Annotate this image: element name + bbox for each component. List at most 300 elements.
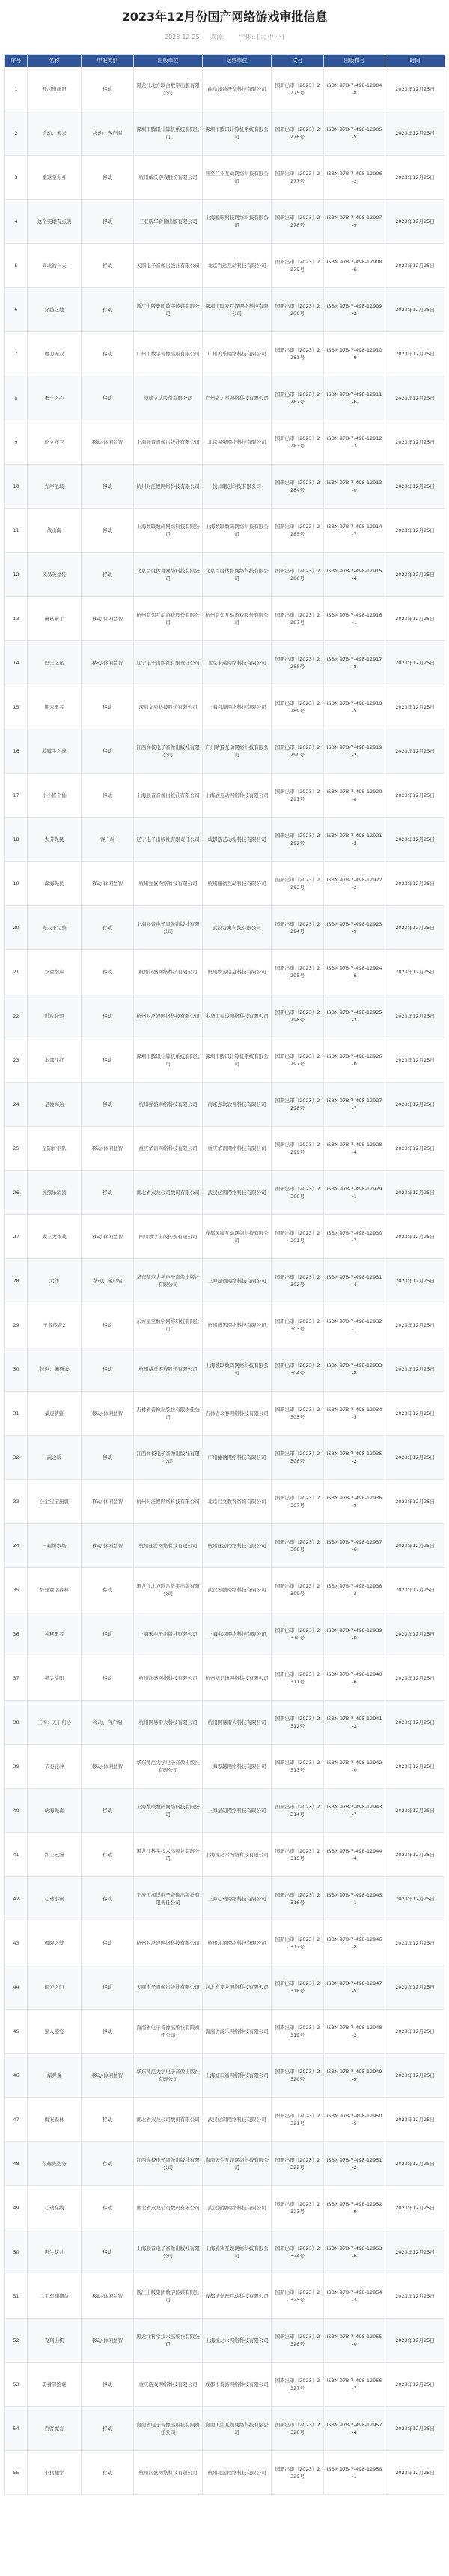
font-large-link[interactable]: 大 — [260, 34, 266, 40]
cell-date: 2023年12月25日 — [385, 685, 445, 729]
cell-category: 移动-休闲益智 — [82, 420, 134, 465]
cell-category: 移动、客户端 — [82, 111, 134, 156]
cell-category: 移动 — [82, 1038, 134, 1083]
column-header-index: 序号 — [5, 55, 28, 67]
cell-date: 2023年12月25日 — [385, 1568, 445, 1612]
cell-category: 移动、客户端 — [82, 1259, 134, 1303]
cell-publisher: 黑龙江科学技术出版社有限公司 — [134, 1833, 203, 1877]
cell-operator: 成都游艺动漫科技有限公司 — [203, 818, 272, 862]
cell-operator: 杭州网易雷火科技有限公司 — [203, 1701, 272, 1745]
cell-category: 移动 — [82, 553, 134, 597]
cell-name: 本部江红 — [28, 1038, 82, 1083]
cell-index: 6 — [5, 288, 28, 332]
table-row — [5, 1965, 445, 2010]
cell-isbn: ISBN 978-7-498-12924-6 — [324, 950, 385, 994]
cell-operator: 上海虹口通网络科技有限公司 — [203, 2054, 272, 2098]
cell-index: 3 — [5, 156, 28, 200]
cell-approval-no: 国新出审〔2023〕2298号 — [272, 1083, 324, 1127]
cell-index: 47 — [5, 2098, 28, 2142]
cell-operator: 深圳市腾讯计算机系统有限公司 — [203, 1038, 272, 1083]
cell-isbn: ISBN 978-7-498-12948-2 — [324, 2010, 385, 2054]
cell-date: 2023年12月25日 — [385, 111, 445, 156]
cell-publisher: 上海展音音像出版社有限公司 — [134, 420, 203, 465]
cell-operator: 海南天生互娱网络科技有限公司 — [203, 2142, 272, 2186]
cell-name: 节奏轮冲 — [28, 1745, 82, 1789]
cell-index: 14 — [5, 641, 28, 685]
table-row — [5, 2098, 445, 2142]
cell-date: 2023年12月25日 — [385, 1038, 445, 1083]
cell-date: 2023年12月25日 — [385, 2319, 445, 2363]
cell-name: 王者传奇2 — [28, 1303, 82, 1347]
cell-isbn: ISBN 978-7-498-12957-4 — [324, 2407, 385, 2451]
cell-approval-no: 国新出审〔2023〕2327号 — [272, 2363, 324, 2407]
cell-category: 移动-休闲益智 — [82, 1480, 134, 1524]
cell-name: 魔力无双 — [28, 332, 82, 376]
cell-index: 37 — [5, 1656, 28, 1701]
cell-index: 5 — [5, 244, 28, 288]
cell-approval-no: 国新出审〔2023〕2295号 — [272, 950, 324, 994]
table-row — [5, 2319, 445, 2363]
cell-index: 35 — [5, 1568, 28, 1612]
cell-date: 2023年12月25日 — [385, 950, 445, 994]
table-row — [5, 1833, 445, 1877]
cell-category: 移动 — [82, 2186, 134, 2230]
cell-publisher: 上海展音电子音像出版社有限公司 — [134, 2230, 203, 2274]
cell-approval-no: 国新出审〔2023〕2280号 — [272, 288, 324, 332]
cell-approval-no: 国新出审〔2023〕2279号 — [272, 244, 324, 288]
cell-name: 先序圣域 — [28, 465, 82, 509]
table-row — [5, 2010, 445, 2054]
cell-isbn: ISBN 978-7-498-12947-5 — [324, 1965, 385, 2010]
cell-publisher: 天圆电子音像出版社有限公司 — [134, 1965, 203, 2010]
cell-name: 勇士之心 — [28, 376, 82, 420]
cell-isbn: ISBN 978-7-498-12953-6 — [324, 2230, 385, 2274]
cell-approval-no: 国新出审〔2023〕2304号 — [272, 1347, 324, 1392]
cell-isbn: ISBN 978-7-498-12946-8 — [324, 1921, 385, 1965]
table-row — [5, 994, 445, 1038]
cell-index: 42 — [5, 1877, 28, 1921]
cell-date: 2023年12月25日 — [385, 1877, 445, 1921]
cell-approval-no: 国新出审〔2023〕2300号 — [272, 1171, 324, 1215]
table-row — [5, 2142, 445, 2186]
table-row — [5, 244, 445, 288]
table-row — [5, 2363, 445, 2407]
cell-approval-no: 国新出审〔2023〕2291号 — [272, 774, 324, 818]
cell-name: 双童指声 — [28, 950, 82, 994]
cell-name: 先天不完整 — [28, 906, 82, 950]
cell-approval-no: 国新出审〔2023〕2328号 — [272, 2407, 324, 2451]
cell-index: 2 — [5, 111, 28, 156]
cell-publisher: 杭州强盛网络科技有限公司 — [134, 1083, 203, 1127]
cell-operator: 智至兰亚互动网络科技有限公司 — [203, 156, 272, 200]
cell-category: 移动 — [82, 509, 134, 553]
cell-index: 34 — [5, 1524, 28, 1568]
cell-name: 飞翔出机 — [28, 2319, 82, 2363]
cell-date: 2023年12月25日 — [385, 2010, 445, 2054]
cell-category: 移动 — [82, 1921, 134, 1965]
cell-isbn: ISBN 978-7-498-12952-9 — [324, 2186, 385, 2230]
cell-index: 23 — [5, 1038, 28, 1083]
cell-index: 33 — [5, 1480, 28, 1524]
cell-operator: 杭州有邻互动游戏股份有限公司 — [203, 597, 272, 641]
page-header — [0, 0, 449, 54]
column-header-date: 时间 — [385, 55, 445, 67]
cell-approval-no: 国新出审〔2023〕2299号 — [272, 1127, 324, 1171]
cell-index: 10 — [5, 465, 28, 509]
table-row — [5, 67, 445, 111]
table-row — [5, 332, 445, 376]
cell-category: 移动 — [82, 994, 134, 1038]
cell-operator: 广州微之星网络科技有限公司 — [203, 376, 272, 420]
font-medium-link[interactable]: 中 — [267, 34, 274, 40]
cell-name: 巴士之星 — [28, 641, 82, 685]
cell-category: 移动 — [82, 950, 134, 994]
cell-approval-no: 国新出审〔2023〕2287号 — [272, 597, 324, 641]
table-row — [5, 2451, 445, 2495]
cell-name: 深海先民 — [28, 862, 82, 906]
cell-name: 二手车痛指益 — [28, 2274, 82, 2319]
cell-publisher: 杭州对泛娱网络科技有限公司 — [134, 465, 203, 509]
table-row — [5, 2186, 445, 2230]
cell-category: 移动-休闲益智 — [82, 2054, 134, 2098]
table-row — [5, 1038, 445, 1083]
column-header-category: 申报类别 — [82, 55, 134, 67]
table-row — [5, 553, 445, 597]
cell-name: 再生花儿 — [28, 2230, 82, 2274]
cell-publisher: 黑龙江科学技术出版社有限公司 — [134, 2319, 203, 2363]
cell-publisher: 杭州迷游网络科技有限公司 — [134, 1524, 203, 1568]
cell-isbn: ISBN 978-7-498-12925-3 — [324, 994, 385, 1038]
cell-date: 2023年12月25日 — [385, 1347, 445, 1392]
cell-publisher: 杭州润盛网络科技有限公司 — [134, 950, 203, 994]
cell-name: 期末勇者 — [28, 685, 82, 729]
cell-operator: 武汉零鹏网络科技有限公司 — [203, 1568, 272, 1612]
cell-index: 24 — [5, 1083, 28, 1127]
cell-operator: 武汉方寓科技有限公司 — [203, 906, 272, 950]
cell-approval-no: 国新出审〔2023〕2275号 — [272, 67, 324, 111]
cell-publisher: 湖北省双龙公司数码有限公司 — [134, 2186, 203, 2230]
cell-approval-no: 国新出审〔2023〕2315号 — [272, 1833, 324, 1877]
table-row — [5, 2230, 445, 2274]
cell-operator: 北京易聚网络科技有限公司 — [203, 420, 272, 465]
cell-category: 移动-休闲益智 — [82, 641, 134, 685]
table-row — [5, 1392, 445, 1436]
cell-approval-no: 国新出审〔2023〕2301号 — [272, 1215, 324, 1259]
cell-date: 2023年12月25日 — [385, 1612, 445, 1656]
cell-approval-no: 国新出审〔2023〕2293号 — [272, 862, 324, 906]
cell-publisher: 天圆电子音像出版社有限公司 — [134, 244, 203, 288]
cell-publisher: 华东师范大学电子音像出版社有限公司 — [134, 2054, 203, 2098]
table-row — [5, 774, 445, 818]
cell-date: 2023年12月25日 — [385, 2054, 445, 2098]
table-header-row — [5, 55, 445, 67]
cell-operator: 武汉亿鸿网络科技有限公司 — [203, 1171, 272, 1215]
cell-category: 移动 — [82, 1568, 134, 1612]
cell-operator: 曲阜浅灿投资科技有限公司 — [203, 67, 272, 111]
cell-name: 救赎生之战 — [28, 729, 82, 774]
cell-category: 移动 — [82, 67, 134, 111]
cell-category: 移动 — [82, 2142, 134, 2186]
cell-index: 32 — [5, 1436, 28, 1480]
cell-operator: 杭州迷游网络科技有限公司 — [203, 1524, 272, 1568]
cell-publisher: 吉林省音像出版社有限责任公司 — [134, 1392, 203, 1436]
cell-publisher: 杭州有邻互动游戏股份有限公司 — [134, 597, 203, 641]
cell-name: 指尖战团 — [28, 1656, 82, 1701]
cell-category: 移动、客户端 — [82, 1701, 134, 1745]
cell-approval-no: 国新出审〔2023〕2321号 — [272, 2098, 324, 2142]
cell-category: 移动 — [82, 2098, 134, 2142]
cell-operator: 杭州初记逸网络科技有限公司 — [203, 1656, 272, 1701]
cell-operator: 杭州北游网络科技有限公司 — [203, 1921, 272, 1965]
table-row — [5, 685, 445, 729]
cell-category: 移动 — [82, 2230, 134, 2274]
cell-approval-no: 国新出审〔2023〕2326号 — [272, 2319, 324, 2363]
cell-name: 极限之梦 — [28, 1921, 82, 1965]
cell-isbn: ISBN 978-7-498-12958-1 — [324, 2451, 385, 2495]
table-row — [5, 729, 445, 774]
cell-isbn: ISBN 978-7-498-12950-5 — [324, 2098, 385, 2142]
cell-category: 移动 — [82, 2363, 134, 2407]
cell-index: 54 — [5, 2407, 28, 2451]
cell-category: 移动 — [82, 332, 134, 376]
table-row — [5, 1745, 445, 1789]
cell-category: 移动 — [82, 1303, 134, 1347]
cell-operator: 北京米达网络科技有限公司 — [203, 641, 272, 685]
cell-category: 移动 — [82, 1789, 134, 1833]
cell-approval-no: 国新出审〔2023〕2292号 — [272, 818, 324, 862]
cell-name: 进攻联盟 — [28, 994, 82, 1038]
cell-index: 11 — [5, 509, 28, 553]
cell-category: 移动 — [82, 1171, 134, 1215]
cell-operator: 成都市悦游网络科技有限公司 — [203, 2363, 272, 2407]
cell-publisher: 杭州强盛网络科技有限公司 — [134, 862, 203, 906]
cell-category: 移动 — [82, 1436, 134, 1480]
cell-publisher: 上海数联数码网络科技有限公司 — [134, 1789, 203, 1833]
cell-name: 御光之门 — [28, 1965, 82, 2010]
cell-isbn: ISBN 978-7-498-12912-3 — [324, 420, 385, 465]
cell-publisher: 深圳市腾讯计算机系统有限公司 — [134, 111, 203, 156]
cell-isbn: ISBN 978-7-498-12908-6 — [324, 244, 385, 288]
cell-operator: 深圳市腾讯计算机系统有限公司 — [203, 111, 272, 156]
cell-approval-no: 国新出审〔2023〕2306号 — [272, 1436, 324, 1480]
cell-date: 2023年12月25日 — [385, 2098, 445, 2142]
cell-publisher: 江西高校电子音像出版社有限公司 — [134, 2142, 203, 2186]
table-row — [5, 906, 445, 950]
cell-index: 4 — [5, 200, 28, 244]
cell-category: 移动 — [82, 2010, 134, 2054]
cell-name: 穿越之地 — [28, 288, 82, 332]
source-label: 来源： — [210, 34, 229, 40]
cell-name: 开河造新旧 — [28, 67, 82, 111]
cell-isbn: ISBN 978-7-498-12930-7 — [324, 1215, 385, 1259]
cell-approval-no: 国新出审〔2023〕2316号 — [272, 1877, 324, 1921]
cell-operator: 上海数联数码网络科技有限公司 — [203, 1347, 272, 1392]
cell-publisher: 辽宁电子出版社有限责任公司 — [134, 818, 203, 862]
cell-isbn: ISBN 978-7-498-12906-2 — [324, 156, 385, 200]
cell-approval-no: 国新出审〔2023〕2282号 — [272, 376, 324, 420]
cell-approval-no: 国新出审〔2023〕2309号 — [272, 1568, 324, 1612]
table-row — [5, 2274, 445, 2319]
cell-approval-no: 国新出审〔2023〕2294号 — [272, 906, 324, 950]
cell-operator: 北京百度体育网络科技有限公司 — [203, 553, 272, 597]
cell-category: 移动 — [82, 288, 134, 332]
cell-date: 2023年12月25日 — [385, 1083, 445, 1127]
cell-operator: 成都请你玩互动科技有限公司 — [203, 2274, 272, 2319]
table-row — [5, 1171, 445, 1215]
cell-index: 50 — [5, 2230, 28, 2274]
table-row — [5, 818, 445, 862]
cell-index: 36 — [5, 1612, 28, 1656]
cell-date: 2023年12月25日 — [385, 244, 445, 288]
cell-operator: 重庆华语网络科技有限公司 — [203, 1127, 272, 1171]
cell-date: 2023年12月25日 — [385, 1921, 445, 1965]
cell-category: 移动-休闲益智 — [82, 1215, 134, 1259]
cell-date: 2023年12月25日 — [385, 774, 445, 818]
table-body — [5, 67, 445, 2495]
cell-operator: 上海数联数码网络科技有限公司 — [203, 509, 272, 553]
cell-name: 星际护卫队 — [28, 1127, 82, 1171]
table-row — [5, 465, 445, 509]
cell-index: 21 — [5, 950, 28, 994]
table-row — [5, 1303, 445, 1347]
cell-publisher: 杭州润盛网络科技有限公司 — [134, 2451, 203, 2495]
cell-isbn: ISBN 978-7-498-12940-6 — [324, 1656, 385, 1701]
cell-index: 25 — [5, 1127, 28, 1171]
cell-index: 7 — [5, 332, 28, 376]
table-row — [5, 862, 445, 906]
cell-index: 48 — [5, 2142, 28, 2186]
cell-isbn: ISBN 978-7-498-12920-8 — [324, 774, 385, 818]
cell-date: 2023年12月25日 — [385, 641, 445, 685]
cell-operator: 河北省安龙网络科技有限公司 — [203, 1965, 272, 2010]
cell-isbn: ISBN 978-7-498-12954-3 — [324, 2274, 385, 2319]
cell-category: 移动 — [82, 200, 134, 244]
table-row — [5, 509, 445, 553]
table-row — [5, 288, 445, 332]
cell-approval-no: 国新出审〔2023〕2322号 — [272, 2142, 324, 2186]
cell-name: 屹立守卫 — [28, 420, 82, 465]
cell-publisher: 华东师范大学电子音像出版社有限公司 — [134, 1259, 203, 1303]
cell-index: 17 — [5, 774, 28, 818]
cell-category: 移动 — [82, 376, 134, 420]
cell-index: 15 — [5, 685, 28, 729]
cell-operator: 上海冠创网络科技有限公司 — [203, 1259, 272, 1303]
cell-category: 移动-休闲益智 — [82, 1392, 134, 1436]
cell-operator: 杭州欣游信息科技有限公司 — [203, 950, 272, 994]
font-small-link[interactable]: 小 — [275, 34, 281, 40]
cell-date: 2023年12月25日 — [385, 67, 445, 111]
cell-approval-no: 国新出审〔2023〕2314号 — [272, 1789, 324, 1833]
cell-isbn: ISBN 978-7-498-12951-2 — [324, 2142, 385, 2186]
cell-isbn: ISBN 978-7-498-12928-4 — [324, 1127, 385, 1171]
column-header-approval-no: 文号 — [272, 55, 324, 67]
table-row — [5, 2054, 445, 2098]
cell-date: 2023年12月25日 — [385, 1127, 445, 1171]
cell-publisher: 广州市数字音像出版有限公司 — [134, 332, 203, 376]
cell-name: 萌海先森 — [28, 1789, 82, 1833]
table-row — [5, 1083, 445, 1127]
cell-date: 2023年12月25日 — [385, 156, 445, 200]
cell-category: 移动 — [82, 774, 134, 818]
table-row — [5, 1347, 445, 1392]
cell-name: 神秘勇者 — [28, 1612, 82, 1656]
cell-category: 移动 — [82, 2451, 134, 2495]
cell-name: 间北的一天 — [28, 244, 82, 288]
cell-approval-no: 国新出审〔2023〕2288号 — [272, 641, 324, 685]
cell-isbn: ISBN 978-7-498-12919-2 — [324, 729, 385, 774]
cell-operator: 上海虫羽网络科技有限公司 — [203, 1612, 272, 1656]
approval-table — [4, 54, 445, 2495]
cell-approval-no: 国新出审〔2023〕2313号 — [272, 1745, 324, 1789]
cell-operator: 吉林省来客网络科技有限公司 — [203, 1392, 272, 1436]
cell-isbn: ISBN 978-7-498-12943-7 — [324, 1789, 385, 1833]
cell-isbn: ISBN 978-7-498-12909-3 — [324, 288, 385, 332]
font-size-control: 字体：[大 中 小] — [239, 34, 284, 40]
cell-operator: 杭州盛笔网络科技有限公司 — [203, 1303, 272, 1347]
cell-category: 移动-休闲益智 — [82, 597, 134, 641]
cell-isbn: ISBN 978-7-498-12933-8 — [324, 1347, 385, 1392]
cell-date: 2023年12月25日 — [385, 2407, 445, 2451]
cell-publisher: 得翰立达股份有限公司 — [134, 376, 203, 420]
cell-name: 小小修个仙 — [28, 774, 82, 818]
cell-publisher: 上海展音电子音像出版社有限公司 — [134, 906, 203, 950]
cell-date: 2023年12月25日 — [385, 2274, 445, 2319]
cell-operator: 上海星幻网络科技有限公司 — [203, 1789, 272, 1833]
cell-name: 重返至你身 — [28, 156, 82, 200]
table-row — [5, 420, 445, 465]
cell-operator: 广州晴蛋互动网络科技有限公司 — [203, 729, 272, 774]
cell-index: 16 — [5, 729, 28, 774]
cell-index: 29 — [5, 1303, 28, 1347]
cell-publisher: 三亚新华音像出版有限公司 — [134, 200, 203, 244]
cell-index: 1 — [5, 67, 28, 111]
cell-publisher: 杭州对泛娱网络科技有限公司 — [134, 1921, 203, 1965]
page-title: 2023年12月份国产网络游戏审批信息 — [121, 10, 328, 24]
cell-date: 2023年12月25日 — [385, 332, 445, 376]
cell-publisher: 杭州威沃游戏股份有限公司 — [134, 156, 203, 200]
cell-isbn: ISBN 978-7-498-12932-1 — [324, 1303, 385, 1347]
cell-index: 28 — [5, 1259, 28, 1303]
cell-index: 51 — [5, 2274, 28, 2319]
cell-category: 移动 — [82, 1347, 134, 1392]
cell-date: 2023年12月25日 — [385, 2230, 445, 2274]
cell-date: 2023年12月25日 — [385, 465, 445, 509]
cell-approval-no: 国新出审〔2023〕2281号 — [272, 332, 324, 376]
cell-name: 大芳先民 — [28, 818, 82, 862]
cell-date: 2023年12月25日 — [385, 1303, 445, 1347]
cell-category: 移动 — [82, 1965, 134, 2010]
cell-operator: 杭州曦创科技有限公司 — [203, 465, 272, 509]
cell-approval-no: 国新出审〔2023〕2312号 — [272, 1701, 324, 1745]
cell-name: 梦想童话森林 — [28, 1568, 82, 1612]
cell-publisher: 湖北省双龙公司数码有限公司 — [134, 2098, 203, 2142]
cell-publisher: 浙江出版集团数字传媒有限公司 — [134, 288, 203, 332]
table-row — [5, 1921, 445, 1965]
cell-index: 26 — [5, 1171, 28, 1215]
cell-index: 45 — [5, 2010, 28, 2054]
cell-name: 一起爆农场 — [28, 1524, 82, 1568]
cell-isbn: ISBN 978-7-498-12921-5 — [324, 818, 385, 862]
cell-publisher: 深圳市腾讯计算机系统有限公司 — [134, 1038, 203, 1083]
cell-category: 移动 — [82, 465, 134, 509]
cell-index: 30 — [5, 1347, 28, 1392]
cell-index: 43 — [5, 1921, 28, 1965]
cell-isbn: ISBN 978-7-498-12916-1 — [324, 597, 385, 641]
cell-isbn: ISBN 978-7-498-12913-0 — [324, 465, 385, 509]
cell-date: 2023年12月25日 — [385, 288, 445, 332]
cell-publisher: 海南省电子音像出版社有限责任公司 — [134, 2010, 203, 2054]
cell-operator: 金华市泰浚网络科技有限公司 — [203, 994, 272, 1038]
